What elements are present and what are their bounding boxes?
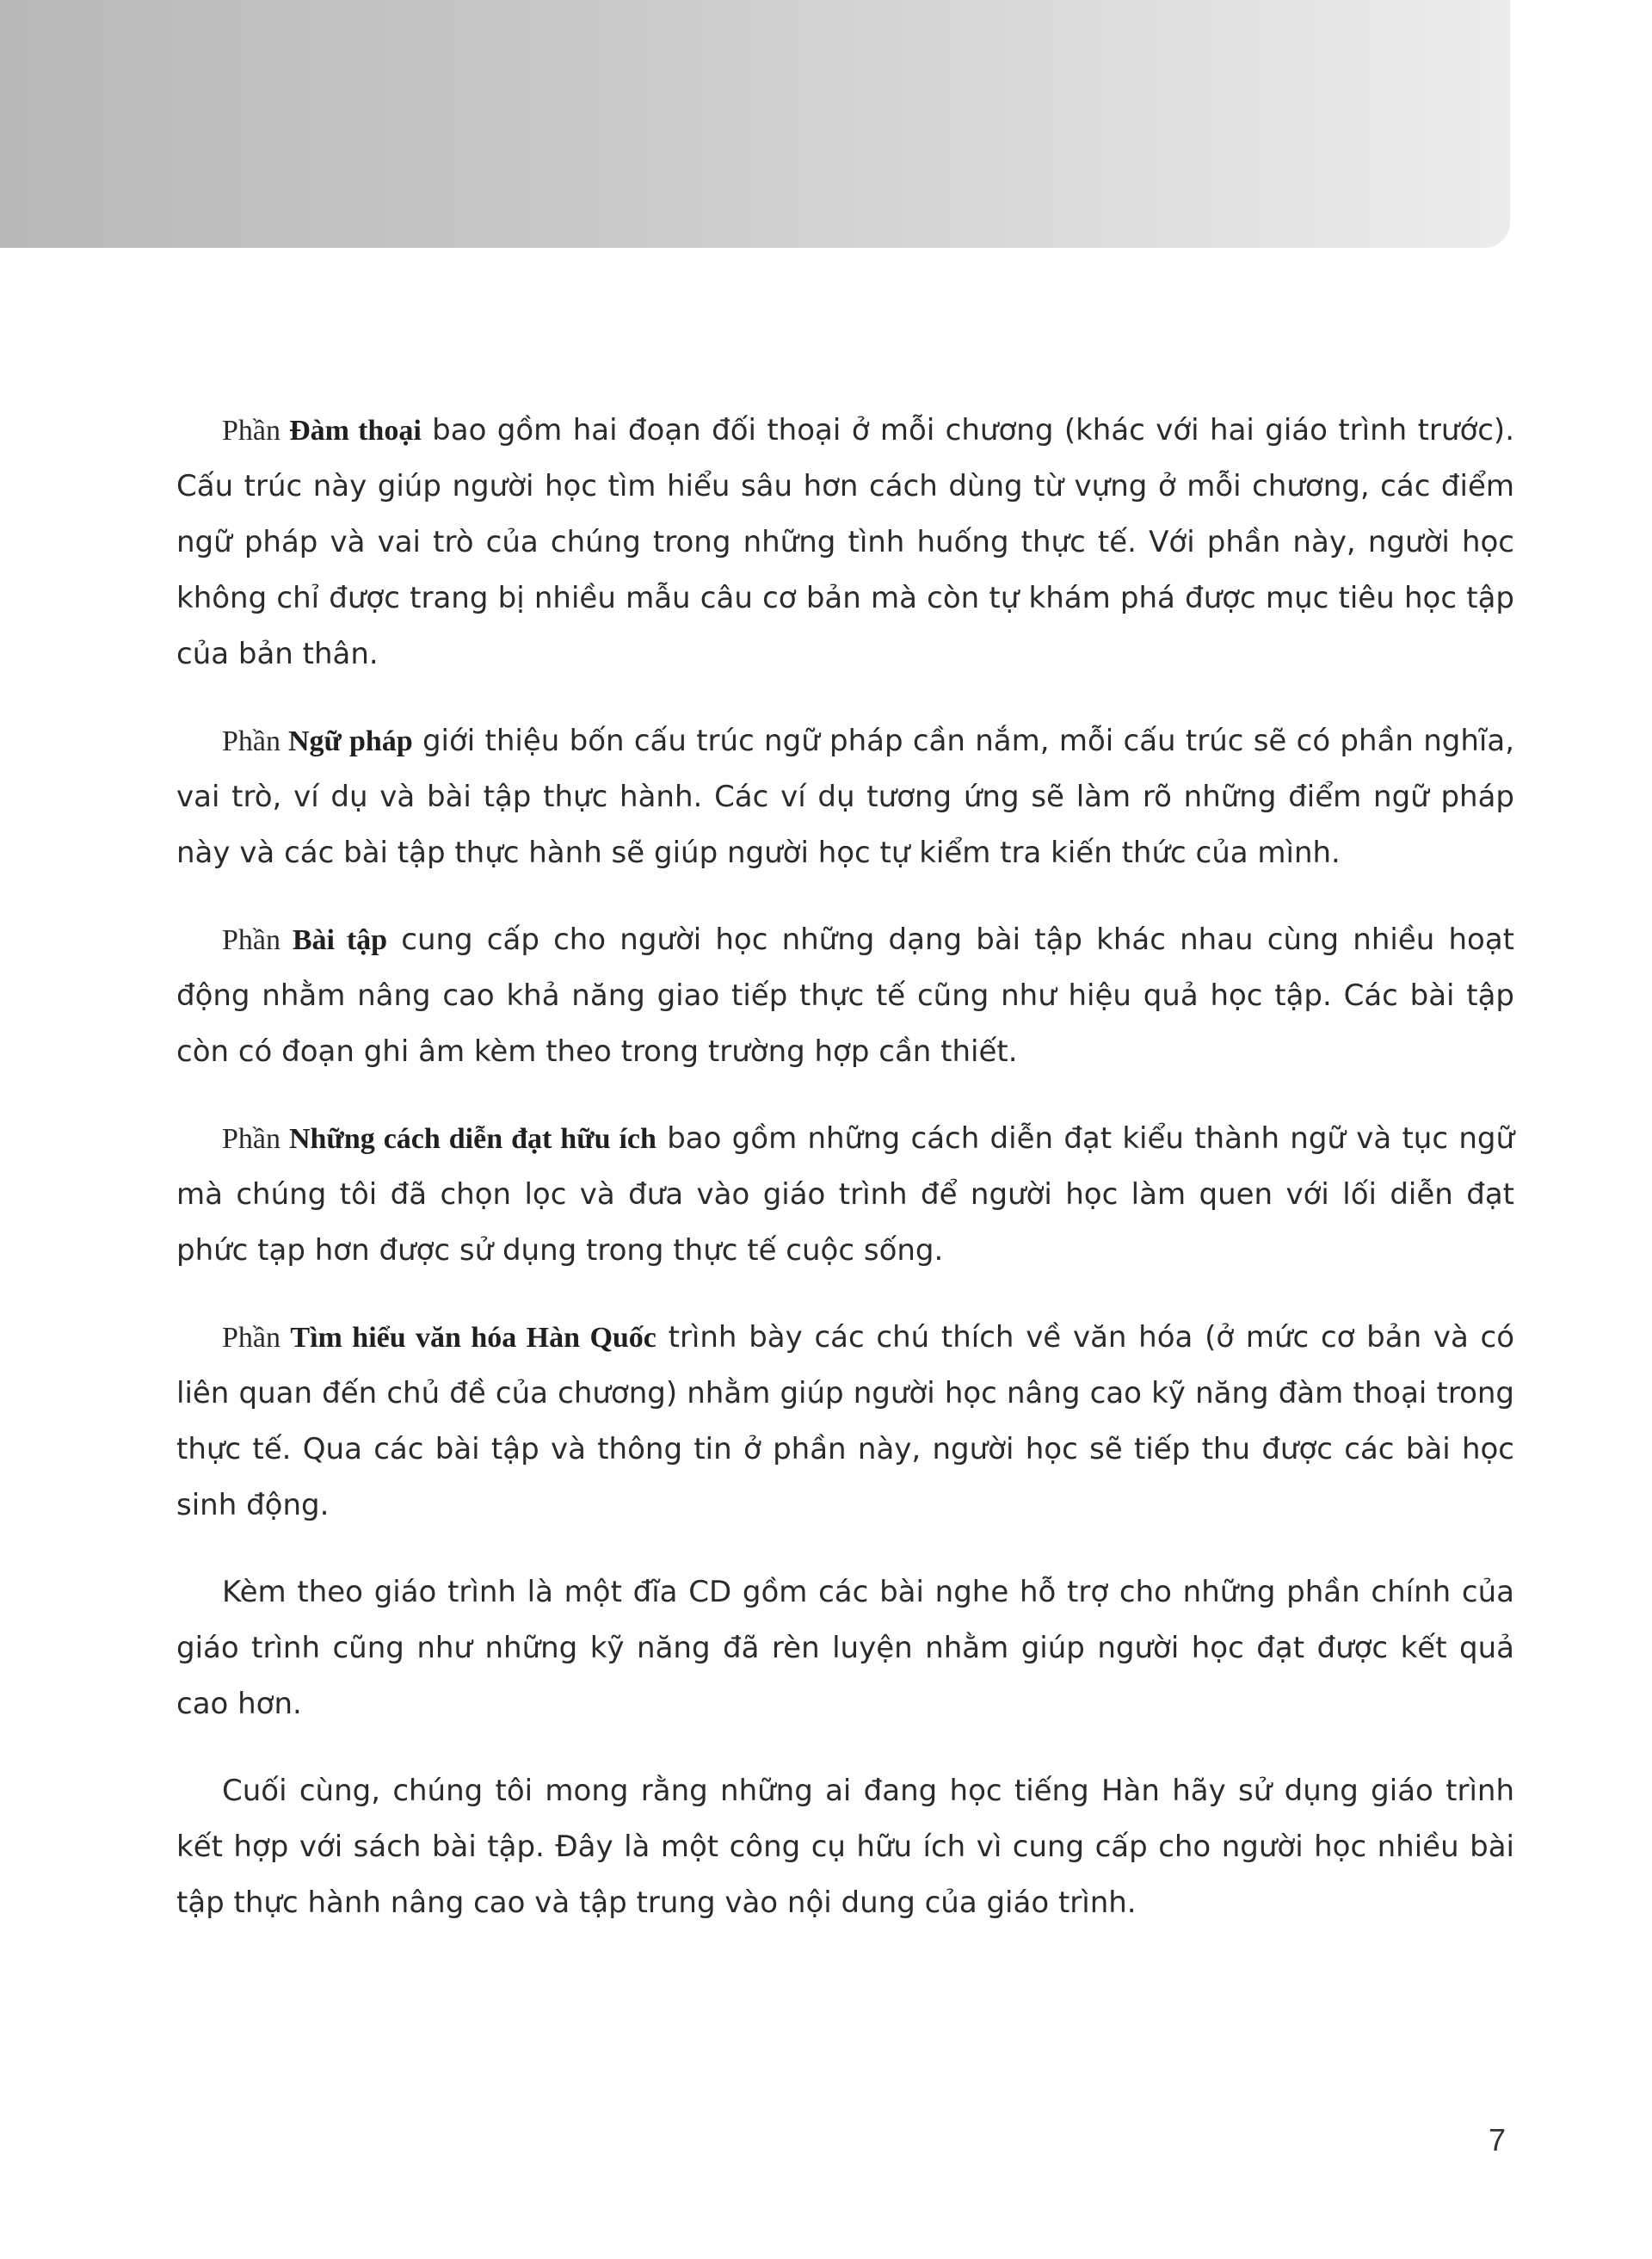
page-number: 7 bbox=[1489, 2122, 1507, 2157]
paragraph-text: Cuối cùng, chúng tôi mong rằng những ai đang học tiếng Hàn hãy sử dụng giáo trình kết hợp với sách bài tập. Đây là một công cụ hữu ích vì cung cấp cho người học nhiều bài tập thực hành nâng cao và tập trung vào nội dung của giáo trình. bbox=[176, 1774, 1514, 1920]
paragraph-ngu-phap bbox=[176, 713, 1514, 881]
paragraph-bai-tap bbox=[176, 912, 1514, 1080]
paragraph-lead: Phần bbox=[222, 924, 293, 956]
paragraph-text: Kèm theo giáo trình là một đĩa CD gồm các bài nghe hỗ trợ cho những phần chính của giáo trình cũng như những kỹ năng đã rèn luyện nhằm giúp người học đạt được kết quả cao hơn. bbox=[176, 1575, 1514, 1721]
paragraph-text: trình bày các chú thích về văn hóa (ở mức cơ bản và có liên quan đến chủ đề của chương) nhằm giúp người học nâng cao kỹ năng đàm thoại trong thực tế. Qua các bài tập và thông tin ở phần này, người học sẽ tiếp thu được các bài học sinh động. bbox=[176, 1320, 1515, 1522]
paragraph-ket-luan bbox=[176, 1763, 1514, 1931]
paragraph-van-hoa bbox=[176, 1310, 1514, 1534]
paragraph-lead: Phần bbox=[222, 1322, 291, 1354]
paragraph-text: bao gồm hai đoạn đối thoại ở mỗi chương (khác với hai giáo trình trước). Cấu trúc này giúp người học tìm hiểu sâu hơn cách dùng từ vựng ở mỗi chương, các điểm ngữ pháp và vai trò của chúng trong những tình huống thực tế. Với phần này, người học không chỉ được trang bị nhiều mẫu câu cơ bản mà còn tự khám phá được mục tiêu học tập của bản thân. bbox=[176, 413, 1515, 671]
header-band bbox=[0, 0, 1510, 248]
paragraph-text: bao gồm những cách diễn đạt kiểu thành ngữ và tục ngữ mà chúng tôi đã chọn lọc và đưa vào giáo trình để người học làm quen với lối diễn đạt phức tạp hơn được sử dụng trong thực tế cuộc sống. bbox=[176, 1121, 1515, 1268]
paragraph-lead: Phần bbox=[222, 1123, 289, 1155]
paragraph-text: giới thiệu bốn cấu trúc ngữ pháp cần nắm, mỗi cấu trúc sẽ có phần nghĩa, vai trò, ví dụ và bài tập thực hành. Các ví dụ tương ứng sẽ làm rõ những điểm ngữ pháp này và các bài tập thực hành sẽ giúp người học tự kiểm tra kiến thức của mình. bbox=[176, 724, 1515, 870]
paragraph-lead: Phần bbox=[222, 725, 288, 757]
paragraph-dam-thoai bbox=[176, 403, 1514, 682]
paragraph-cd bbox=[176, 1565, 1514, 1732]
section-name-bai-tap: Bài tập bbox=[292, 924, 388, 956]
section-name-cach-dien-dat: Những cách diễn đạt hữu ích bbox=[288, 1123, 656, 1155]
paragraph-text: cung cấp cho người học những dạng bài tập khác nhau cùng nhiều hoạt động nhằm nâng cao khả năng giao tiếp thực tế cũng như hiệu quả học tập. Các bài tập còn có đoạn ghi âm kèm theo trong trường hợp cần thiết. bbox=[176, 923, 1514, 1069]
section-name-ngu-phap: Ngữ pháp bbox=[288, 725, 413, 757]
body-text bbox=[176, 403, 1514, 1962]
section-name-dam-thoai: Đàm thoại bbox=[289, 415, 422, 447]
section-name-van-hoa: Tìm hiểu văn hóa Hàn Quốc bbox=[290, 1322, 656, 1354]
paragraph-cach-dien-dat bbox=[176, 1111, 1514, 1279]
paragraph-lead: Phần bbox=[222, 415, 290, 447]
